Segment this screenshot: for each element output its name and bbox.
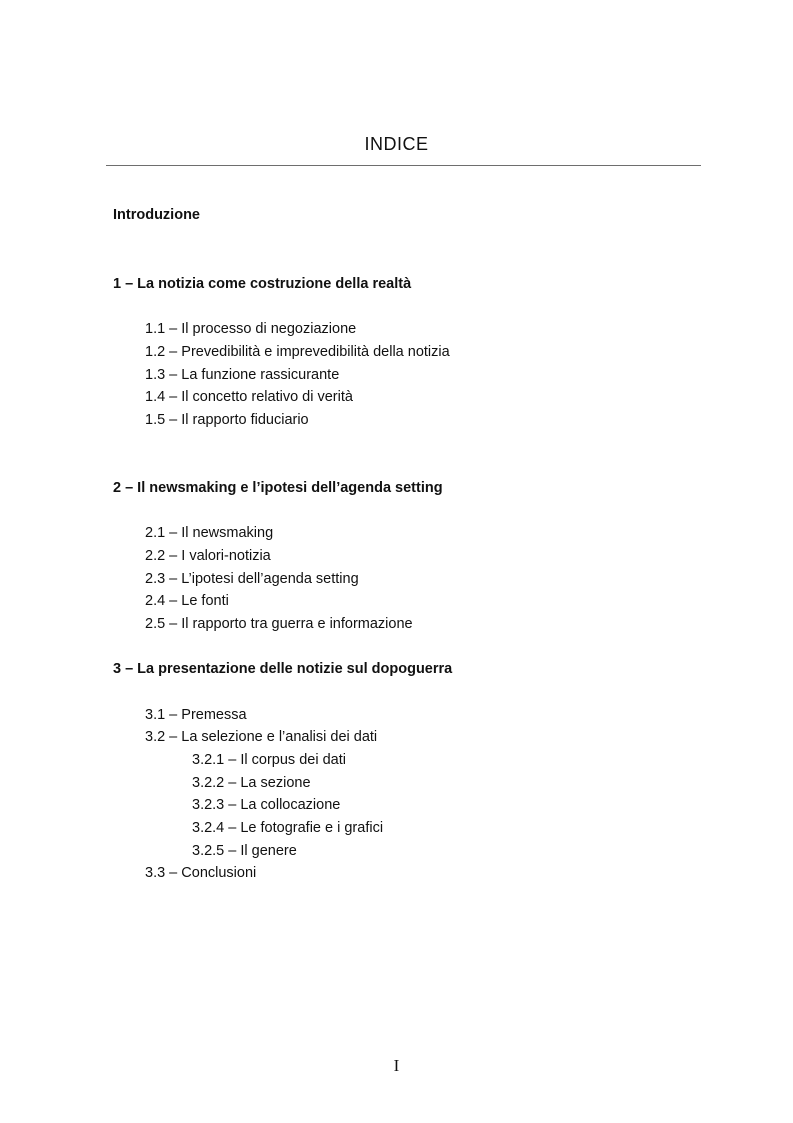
toc-section-2-4: 2.4 – Le fonti: [145, 593, 229, 609]
toc-chapter-1: 1 – La notizia come costruzione della realtà: [113, 276, 412, 292]
toc-section-1-1: 1.1 – Il processo di negoziazione: [145, 321, 357, 337]
toc-subsection-3-2-5: 3.2.5 – Il genere: [192, 843, 297, 859]
toc-section-1-4: 1.4 – Il concetto relativo di verità: [145, 389, 353, 405]
toc-chapter-3: 3 – La presentazione delle notizie sul dopoguerra: [113, 661, 453, 677]
toc-subsection-3-2-3: 3.2.3 – La collocazione: [192, 797, 341, 813]
toc-section-2-3: 2.3 – L’ipotesi dell’agenda setting: [145, 571, 359, 587]
toc-section-3-3: 3.3 – Conclusioni: [145, 865, 257, 881]
toc-section-1-3: 1.3 – La funzione rassicurante: [145, 367, 340, 383]
page-title: INDICE: [364, 134, 429, 154]
toc-section-3-1: 3.1 – Premessa: [145, 707, 247, 723]
toc-subsection-3-2-1: 3.2.1 – Il corpus dei dati: [192, 752, 346, 768]
toc-subsection-3-2-2: 3.2.2 – La sezione: [192, 775, 311, 791]
toc-entry-introduzione: Introduzione: [113, 207, 200, 223]
toc-section-1-5: 1.5 – Il rapporto fiduciario: [145, 412, 309, 428]
toc-section-2-1: 2.1 – Il newsmaking: [145, 525, 274, 541]
toc-section-1-2: 1.2 – Prevedibilità e imprevedibilità della notizia: [145, 344, 450, 360]
toc-section-2-2: 2.2 – I valori-notizia: [145, 548, 271, 564]
page-number: I: [393, 1056, 400, 1075]
toc-chapter-2: 2 – Il newsmaking e l’ipotesi dell’agenda setting: [113, 480, 443, 496]
toc-subsection-3-2-4: 3.2.4 – Le fotografie e i grafici: [192, 820, 384, 836]
toc-section-3-2: 3.2 – La selezione e l’analisi dei dati: [145, 729, 378, 745]
toc-section-2-5: 2.5 – Il rapporto tra guerra e informazione: [145, 616, 413, 632]
title-rule: [106, 165, 701, 166]
